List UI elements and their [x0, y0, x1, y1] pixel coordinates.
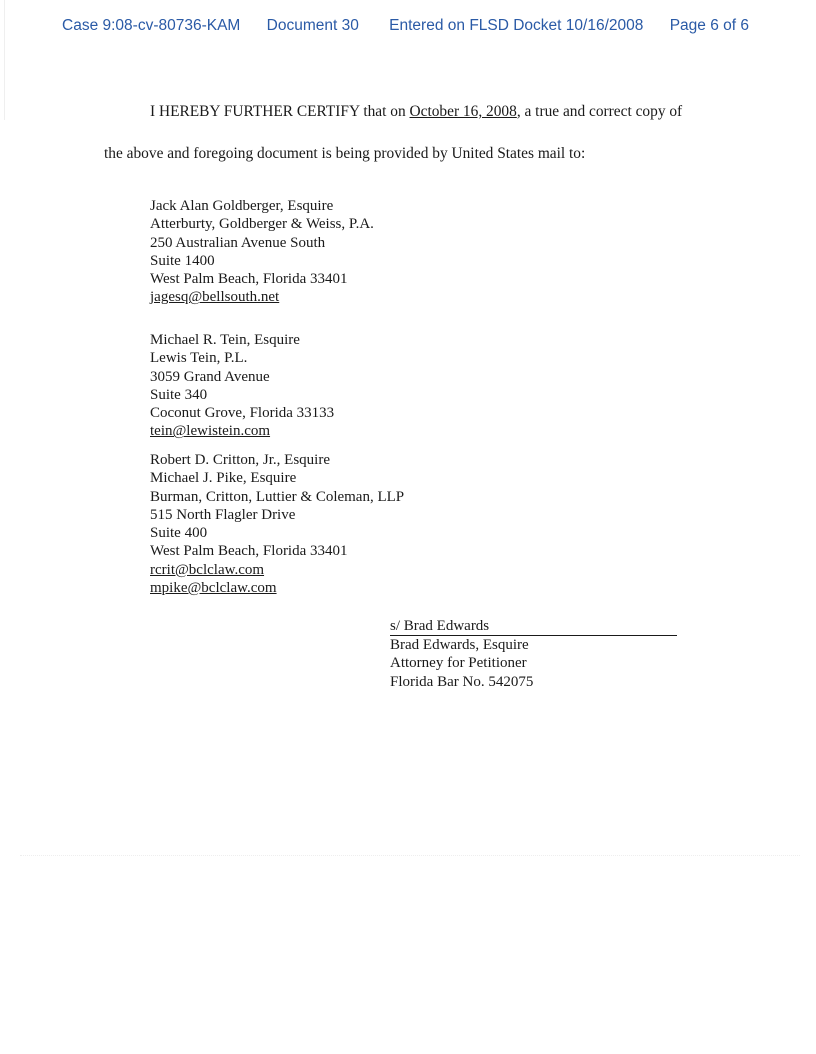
recipient-line: Jack Alan Goldberger, Esquire: [150, 198, 334, 214]
header-entered-date: Entered on FLSD Docket 10/16/2008: [389, 17, 644, 34]
recipient-line: Coconut Grove, Florida 33133: [150, 405, 335, 422]
signer-role: Attorney for Petitioner: [390, 655, 527, 672]
recipient-block: [150, 331, 334, 441]
ecf-header: [62, 17, 749, 35]
header-case-number: Case 9:08-cv-80736-KAM: [62, 17, 241, 34]
recipient-line: Suite 1400: [150, 252, 215, 269]
signature-block: [390, 617, 677, 691]
recipient-line: Michael J. Pike, Esquire: [150, 470, 297, 487]
recipient-block: [150, 451, 404, 597]
recipient-line: 515 North Flagler Drive: [150, 506, 296, 523]
recipient-line: Lewis Tein, P.L.: [150, 350, 248, 367]
signer-name: Brad Edwards, Esquire: [390, 637, 529, 653]
recipient-email-link[interactable]: tein@lewistein.com: [150, 423, 271, 440]
recipient-line: Robert D. Critton, Jr., Esquire: [150, 452, 330, 468]
recipient-line: West Palm Beach, Florida 33401: [150, 543, 348, 560]
certificate-date: October 16, 2008: [409, 103, 517, 120]
certificate-lead: I HEREBY FURTHER CERTIFY that on: [150, 103, 410, 120]
recipient-line: 3059 Grand Avenue: [150, 368, 270, 385]
recipient-line: Suite 340: [150, 386, 208, 403]
certificate-paragraph-line1: [150, 103, 682, 121]
header-document-number: Document 30: [266, 17, 359, 34]
recipient-line: Michael R. Tein, Esquire: [150, 332, 300, 348]
recipient-line: Suite 400: [150, 525, 208, 542]
scan-margin-mark: [4, 0, 5, 120]
recipient-line: Burman, Critton, Luttier & Coleman, LLP: [150, 488, 405, 505]
recipient-block: [150, 197, 374, 307]
certificate-paragraph-line2: the above and foregoing document is being provided by United States mail to:: [104, 145, 586, 162]
recipient-email-link[interactable]: rcrit@bclclaw.com: [150, 561, 265, 578]
recipient-email-link[interactable]: jagesq@bellsouth.net: [150, 289, 280, 306]
electronic-signature: s/ Brad Edwards: [390, 618, 677, 636]
recipient-line: 250 Australian Avenue South: [150, 234, 326, 251]
recipient-email-link[interactable]: mpike@bclclaw.com: [150, 580, 277, 597]
recipient-line: Atterburty, Goldberger & Weiss, P.A.: [150, 216, 374, 233]
recipient-line: West Palm Beach, Florida 33401: [150, 271, 348, 288]
scan-artifact: [20, 855, 800, 857]
signer-bar-number: Florida Bar No. 542075: [390, 673, 534, 690]
certificate-rest: , a true and correct copy of: [516, 103, 683, 120]
header-page-number: Page 6 of 6: [669, 17, 749, 34]
